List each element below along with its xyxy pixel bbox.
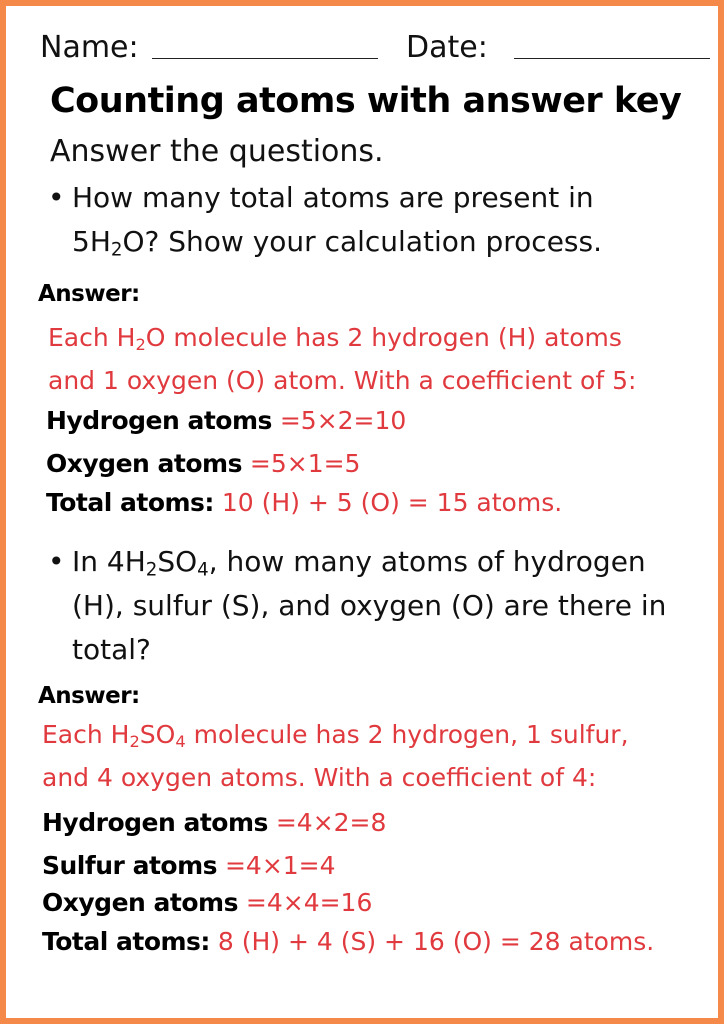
subscript: 2 [129,732,140,752]
text: In 4H [72,545,146,578]
calc-key: Oxygen atoms [42,888,238,917]
calc-value: =4×1=4 [217,851,336,880]
calc-sulfur-2 [42,846,336,886]
name-label: Name: [40,30,139,65]
explanation-line-1 [48,316,698,359]
calc-value: =5×2=10 [271,406,407,435]
subscript: 4 [175,732,186,752]
calc-key: Total atoms: [46,488,214,517]
subscript: 2 [135,335,146,355]
text: O molecule has 2 hydrogen (H) atoms [145,323,622,352]
text: Each H [48,323,136,352]
answer-label-2: Answer: [38,683,140,709]
explanation-line-1 [42,713,692,756]
explanation-line-2: and 1 oxygen (O) atom. With a coefficient of 5: [48,366,637,395]
calc-key: Sulfur atoms [42,851,218,880]
calc-key: Total atoms: [42,927,210,956]
calc-value: =4×2=8 [267,808,387,837]
calc-oxygen-2 [42,883,372,923]
question-1-line-1: How many total atoms are present in [72,181,594,214]
subscript: 2 [145,559,158,581]
date-label: Date: [406,30,488,65]
question-1-line-2 [48,220,602,264]
calc-total-2 [42,922,654,962]
calc-oxygen-1 [46,444,360,484]
question-1 [48,176,602,264]
bullet: • [48,181,65,214]
text: SO [139,720,176,749]
answer-1-explanation [48,316,698,402]
explanation-line-2: and 4 oxygen atoms. With a coefficient of 4: [42,763,597,792]
text: , how many atoms of hydrogen [208,545,646,578]
calc-value: =4×4=16 [237,888,373,917]
answer-label-1: Answer: [38,281,140,307]
calc-key: Hydrogen atoms [46,406,272,435]
formula-text: 5H [72,225,111,258]
bullet: • [48,545,65,578]
page-title: Counting atoms with answer key [50,81,682,121]
date-field-line[interactable] [514,58,710,59]
name-field-line[interactable] [152,58,378,59]
text: Each H [42,720,130,749]
question-2-line-1 [48,540,666,584]
answer-2-explanation [42,713,692,799]
header-row [40,28,698,68]
calc-hydrogen-1 [46,401,406,441]
calc-key: Hydrogen atoms [42,808,268,837]
calc-key: Oxygen atoms [46,449,242,478]
question-2 [48,540,666,672]
calc-value: 10 (H) + 5 (O) = 15 atoms. [213,488,563,517]
calc-value: =5×1=5 [241,449,361,478]
question-2-line-3: total? [72,633,151,666]
instructions: Answer the questions. [50,134,384,169]
subscript: 2 [110,239,123,261]
calc-value: 8 (H) + 4 (S) + 16 (O) = 28 atoms. [209,927,655,956]
question-2-line-2: (H), sulfur (S), and oxygen (O) are there in [72,589,667,622]
question-text: O? Show your calculation process. [122,225,603,258]
calc-hydrogen-2 [42,803,386,843]
calc-total-1 [46,483,562,523]
text: SO [157,545,198,578]
text: molecule has 2 hydrogen, 1 sulfur, [185,720,629,749]
subscript: 4 [197,559,209,581]
